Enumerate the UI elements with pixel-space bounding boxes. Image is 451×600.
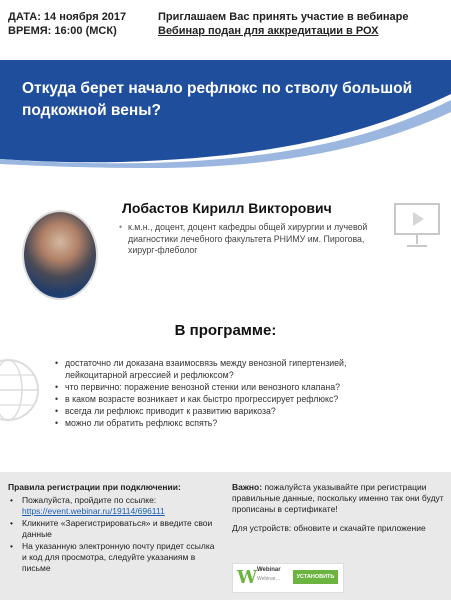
registration-link[interactable]: https://event.webinar.ru/19114/696111 — [22, 506, 165, 516]
bullet-icon: • — [55, 382, 59, 392]
program-item — [55, 405, 385, 417]
bullet-icon: • — [10, 541, 13, 551]
program-title: В программе: — [174, 322, 277, 339]
globe-icon — [0, 350, 42, 430]
important-label: Важно: — [232, 482, 263, 492]
invitation — [158, 10, 409, 38]
program-item — [55, 381, 385, 393]
bullet-icon: • — [119, 222, 123, 232]
devices-text: Для устройств: обновите и скачайте приложение — [232, 523, 426, 533]
important-note — [232, 482, 444, 534]
app-store-card[interactable] — [232, 563, 344, 593]
bullet-icon: • — [55, 358, 59, 368]
rule-text: На указанную электронную почту придет ссылка и код для просмотра, следуйте указаниям в письме — [22, 541, 215, 573]
bullet-icon: • — [55, 406, 59, 416]
speaker-bio — [119, 222, 383, 257]
event-datetime — [8, 10, 126, 38]
bullet-icon: • — [10, 495, 13, 505]
bullet-icon: • — [55, 394, 59, 404]
rule-item — [8, 518, 218, 540]
speaker-name: Лобастов Кирилл Викторович — [122, 200, 332, 216]
rule-item — [8, 541, 218, 574]
important-text-block — [232, 482, 444, 515]
event-time: ВРЕМЯ: 16:00 (МСК) — [8, 25, 117, 37]
webinar-title: Откуда берет начало рефлюкс по стволу большой подкожной вены? — [22, 80, 413, 119]
header — [0, 0, 451, 60]
program-item — [55, 393, 385, 405]
program-item-text: что первично: поражение венозной стенки или венозного клапана? — [65, 382, 341, 392]
bullet-icon: • — [10, 518, 13, 528]
rules-title: Правила регистрации при подключении: — [8, 482, 181, 492]
registration-footer — [0, 472, 451, 600]
speaker-bio-text: к.м.н., доцент, доцент кафедры общей хирургии и лучевой диагностики лечебного факультета РНИМУ им. Пирогова, хирург-флеболог — [128, 222, 368, 255]
rule-text: Пожалуйста, пройдите по ссылке: — [22, 495, 157, 505]
program-item-text: всегда ли рефлюкс приводит к развитию варикоза? — [65, 406, 276, 416]
accreditation-text: Вебинар подан для аккредитации в РОХ — [158, 25, 379, 37]
speaker-photo — [22, 210, 98, 300]
rule-text: Кликните «Зарегистрироваться» и введите свои данные — [22, 518, 213, 539]
registration-rules — [8, 482, 218, 575]
webinar-logo-icon: W — [237, 567, 258, 588]
event-date: ДАТА: 14 ноября 2017 — [8, 11, 127, 23]
invite-text: Приглашаем Вас принять участие в вебинаре — [158, 11, 409, 23]
app-subtitle: Webinar… — [257, 576, 281, 582]
rules-list — [8, 495, 218, 574]
bullet-icon: • — [55, 418, 59, 428]
program-item — [55, 357, 385, 381]
program-item-text: можно ли обратить рефлюкс вспять? — [65, 418, 218, 428]
program-item-text: в каком возрасте возникает и как быстро прогрессирует рефлюкс? — [65, 394, 339, 404]
rule-item — [8, 495, 218, 517]
program-item — [55, 417, 385, 429]
app-name: Webinar — [257, 567, 281, 573]
program-item-text: достаточно ли доказана взаимосвязь между венозной гипертензией, лейкоцитарной агрессией и рефлюксом? — [65, 358, 347, 380]
presentation-icon — [387, 196, 447, 256]
important-text: пожалуйста указывайте при регистрации правильные данные, поскольку именно так они будут прописаны в сертификате! — [232, 482, 444, 514]
program-list — [55, 357, 385, 429]
install-button[interactable]: УСТАНОВИТЬ — [293, 570, 338, 584]
